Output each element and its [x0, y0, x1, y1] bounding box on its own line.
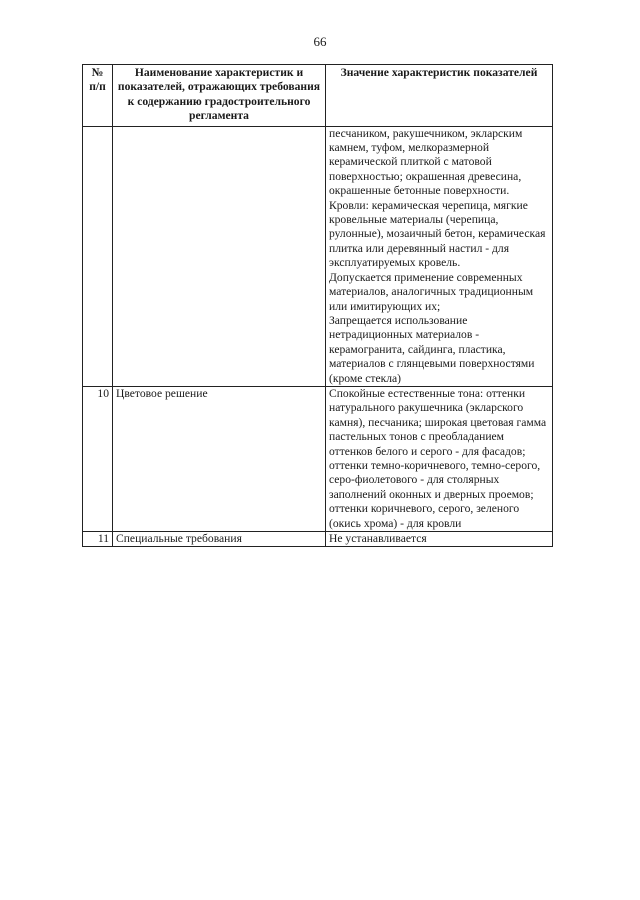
header-name: Наименование характеристик и показателей, отражающих требования к содержанию градостроительного регламента [113, 65, 326, 127]
row-value [326, 126, 553, 386]
row-value [326, 386, 553, 531]
table-row [83, 386, 553, 531]
row-value [326, 532, 553, 547]
regulation-table [82, 64, 553, 547]
row-value-paragraph: Допускается применение современных материалов, аналогичных традиционным или имитирующих их; [329, 270, 534, 313]
row-value-paragraph: Кровли: керамическая черепица, мягкие кровельные материалы (черепица, рулонные), мозаичный бетон, керамическая плитка или деревянный настил - для эксплуатируемых кровель. [329, 198, 546, 270]
page-number: 66 [313, 34, 327, 49]
row-number: 11 [83, 532, 113, 547]
table-header-row [83, 65, 553, 127]
row-value-paragraph: Спокойные естественные тона: оттенки натурального ракушечника (экларского камня), песчаника; широкая цветовая гамма пастельных тонов с преобладанием оттенков белого и серого - для фасадов; оттенки темно-коричневого, темно-серого, серо-фиолетового - для столярных заполнений оконных и дверных проемов; оттенки коричневого, серого, зеленого (окись хрома) - для кровли [329, 386, 547, 530]
table-row [83, 532, 553, 547]
row-name: Цветовое решение [113, 386, 326, 531]
row-value-paragraph: песчаником, ракушечником, экларским камнем, туфом, мелкоразмерной керамической плиткой с матовой поверхностью; окрашенная древесина, окрашенные бетонные поверхности. [329, 126, 523, 198]
row-number: 10 [83, 386, 113, 531]
header-value: Значение характеристик показателей [326, 65, 553, 127]
row-name: Специальные требования [113, 532, 326, 547]
header-number: № п/п [83, 65, 113, 127]
row-value-paragraph: Не устанавливается [329, 532, 427, 545]
row-name [113, 126, 326, 386]
row-number [83, 126, 113, 386]
row-value-paragraph: Запрещается использование нетрадиционных материалов - керамогранита, сайдинга, пластика, материалов с глянцевыми поверхностями (кроме стекла) [329, 313, 535, 385]
table-row [83, 126, 553, 386]
